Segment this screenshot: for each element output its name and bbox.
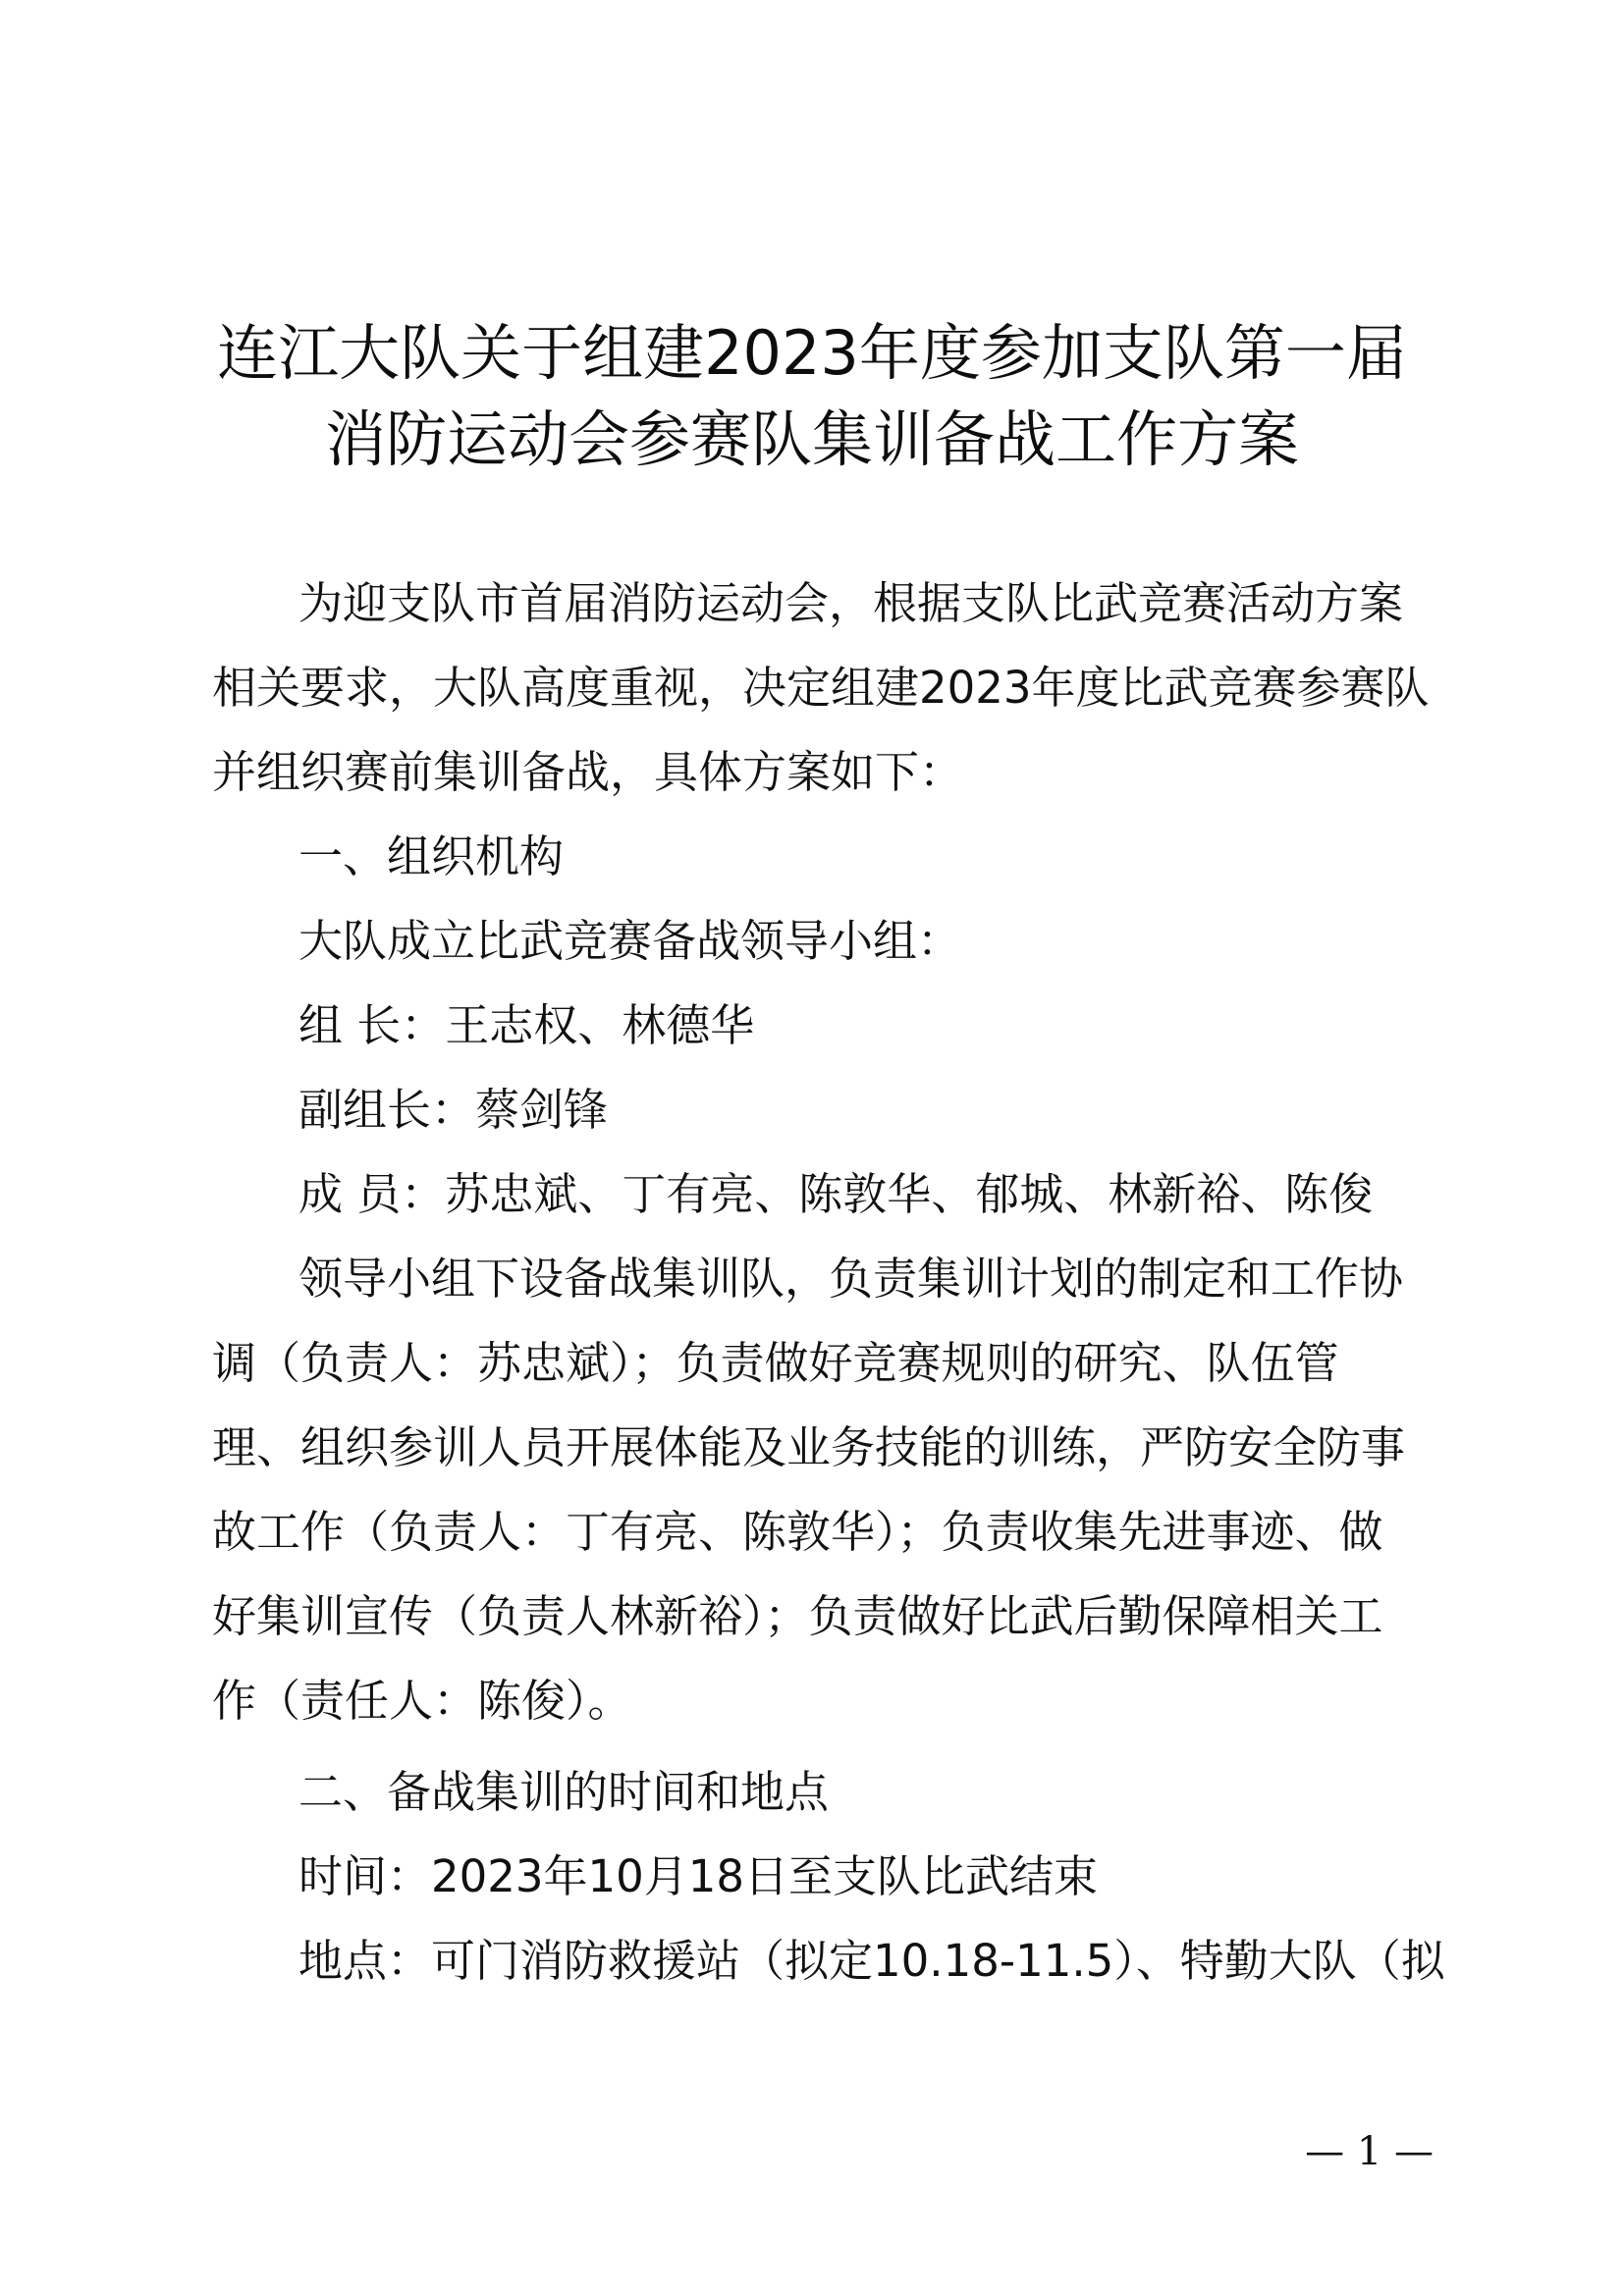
body-line: 为迎支队市首届消防运动会，根据支队比武竞赛活动方案 (298, 577, 1404, 629)
section-heading-1: 一、组织机构 (298, 830, 565, 882)
document-title-line-1: 连江大队关于组建2023年度参加支队第一届 (217, 317, 1407, 389)
body-line: 调（负责人：苏忠斌）；负责做好竞赛规则的研究、队伍管 (212, 1337, 1339, 1389)
body-line: 相关要求，大队高度重视，决定组建2023年度比武竞赛参赛队 (212, 662, 1430, 714)
leader-line: 组 长：王志权、林德华 (298, 999, 755, 1051)
deputy-leader-line: 副组长：蔡剑锋 (298, 1084, 609, 1136)
location-line: 地点：可门消防救援站（拟定10.18-11.5）、特勤大队（拟 (298, 1935, 1445, 1987)
body-line: 理、组织参训人员开展体能及业务技能的训练，严防安全防事 (212, 1421, 1406, 1473)
body-line: 故工作（负责人：丁有亮、陈敦华）；负责收集先进事迹、做 (212, 1506, 1383, 1558)
body-line: 好集训宣传（负责人林新裕）；负责做好比武后勤保障相关工 (212, 1590, 1383, 1642)
page-number: — 1 — (1305, 2129, 1434, 2174)
section-heading-2: 二、备战集训的时间和地点 (298, 1766, 830, 1818)
time-line: 时间：2023年10月18日至支队比武结束 (298, 1850, 1099, 1902)
body-line: 大队成立比武竞赛备战领导小组： (298, 915, 962, 967)
document-title-line-2: 消防运动会参赛队集训备战工作方案 (324, 403, 1299, 475)
body-line: 领导小组下设备战集训队，负责集训计划的制定和工作协 (298, 1253, 1404, 1305)
body-line: 并组织赛前集训备战，具体方案如下： (212, 746, 964, 798)
body-line: 作（责任人：陈俊）。 (212, 1675, 632, 1727)
members-line: 成 员：苏忠斌、丁有亮、陈敦华、郁城、林新裕、陈俊 (298, 1168, 1374, 1220)
